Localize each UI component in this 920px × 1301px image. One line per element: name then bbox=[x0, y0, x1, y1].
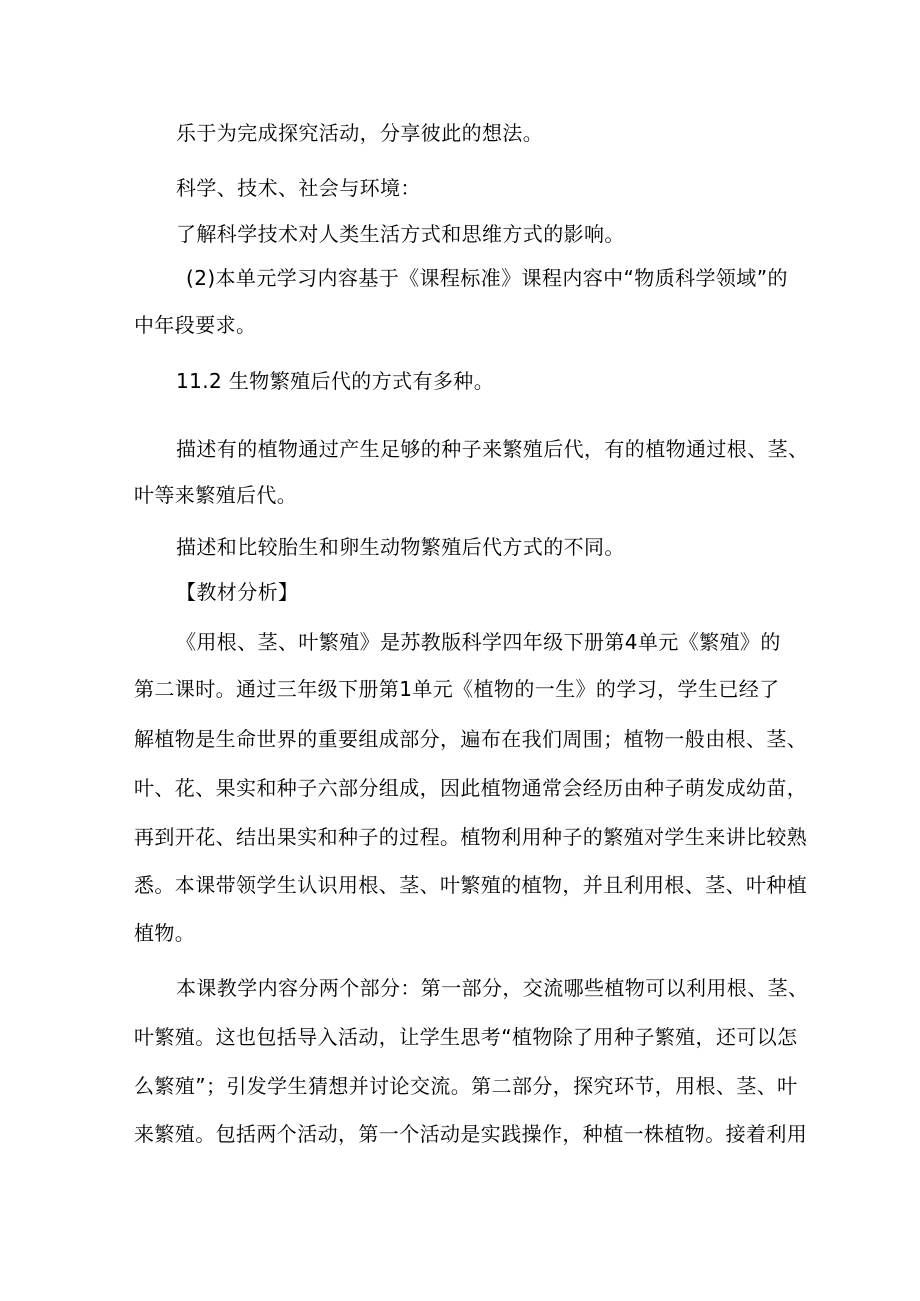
text-line-content-1: 本课教学内容分两个部分：第一部分，交流哪些植物可以利用根、茎、 bbox=[176, 976, 809, 1000]
text-line-describe-plants-cont: 叶等来繁殖后代。 bbox=[134, 483, 298, 507]
text-line-standard-basis: (2)本单元学习内容基于《课程标准》课程内容中“物质科学领域”的 bbox=[186, 266, 788, 290]
text-line-sts-heading: 科学、技术、社会与环境： bbox=[176, 176, 421, 200]
text-line-analysis-1: 《用根、茎、叶繁殖》是苏教版科学四年级下册第4单元《繁殖》的 bbox=[176, 630, 781, 654]
section-heading-textbook-analysis: 【教材分析】 bbox=[176, 580, 299, 604]
text-line-describe-plants: 描述有的植物通过产生足够的种子来繁殖后代，有的植物通过根、茎、 bbox=[176, 437, 809, 461]
text-line-analysis-6: 悉。本课带领学生认识用根、茎、叶繁殖的植物，并且利用根、茎、叶种植 bbox=[134, 873, 808, 897]
text-line-content-2: 叶繁殖。这也包括导入活动，让学生思考“植物除了用种子繁殖，还可以怎 bbox=[134, 1025, 798, 1049]
text-line-analysis-5: 再到开花、结出果实和种子的过程。植物利用种子的繁殖对学生来讲比较熟 bbox=[134, 825, 808, 849]
text-line-standard-11-2: 11.2 生物繁殖后代的方式有多种。 bbox=[176, 369, 495, 393]
text-line-sts-content: 了解科学技术对人类生活方式和思维方式的影响。 bbox=[176, 222, 625, 246]
text-line-standard-basis-cont: 中年段要求。 bbox=[134, 313, 257, 337]
text-line-describe-animals: 描述和比较胎生和卵生动物繁殖后代方式的不同。 bbox=[176, 535, 625, 559]
text-line-attitude: 乐于为完成探究活动，分享彼此的想法。 bbox=[176, 121, 544, 145]
text-line-content-4: 来繁殖。包括两个活动，第一个活动是实践操作，种植一株植物。接着利用 bbox=[134, 1122, 808, 1146]
text-line-content-3: 么繁殖”；引发学生猜想并讨论交流。第二部分，探究环节，用根、茎、叶 bbox=[134, 1074, 798, 1098]
text-line-analysis-2: 第二课时。通过三年级下册第1单元《植物的一生》的学习，学生已经了 bbox=[134, 677, 780, 701]
text-line-analysis-3: 解植物是生命世界的重要组成部分，遍布在我们周围；植物一般由根、茎、 bbox=[134, 727, 808, 751]
text-line-analysis-4: 叶、花、果实和种子六部分组成，因此植物通常会经历由种子萌发成幼苗， bbox=[134, 776, 808, 800]
text-line-analysis-7: 植物。 bbox=[134, 921, 196, 945]
